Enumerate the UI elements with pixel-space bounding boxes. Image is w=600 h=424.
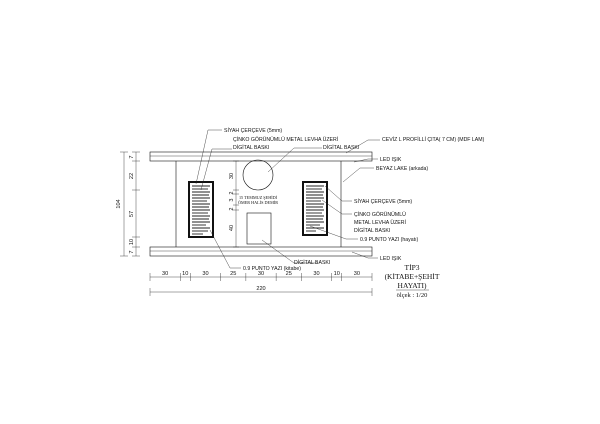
dim-bottom-4: 30 (257, 271, 265, 277)
dim-bottom-5: 25 (285, 271, 292, 277)
label-siyah-cerceve-right: SİYAH ÇERÇEVE (5mm) (354, 199, 413, 205)
scale-text: ölçek : 1/20 (396, 292, 428, 299)
title-line1: TİP3 (404, 263, 420, 272)
label-cinko-right-2: METAL LEVHA ÜZERİ (354, 220, 406, 226)
dim-left-2: 57 (129, 210, 135, 218)
label-led-top: LED IŞIK (380, 157, 402, 163)
label-ceviz: CEVİZ L PROFİLLİ ÇITA( 7 CM) (MDF LAM) (382, 137, 485, 143)
label-digital-baski-bottom: DİGİTAL BASKI (294, 260, 331, 266)
label-digital-baski-top: DİGİTAL BASKI (323, 145, 360, 151)
title-line3: HAYATI) (397, 281, 427, 290)
dim-bottom-6: 30 (313, 271, 320, 277)
label-beyaz-lake: BEYAZ LAKE (arkada) (376, 166, 429, 172)
label-cinko-top-2: DİGİTAL BASKI (233, 145, 270, 151)
dim-bottom-7: 10 (333, 271, 340, 277)
dim-bottom-2: 30 (202, 271, 209, 277)
dim-left-4: 7 (129, 250, 135, 254)
dim-left-0: 7 (129, 155, 135, 159)
dim-left-3: 10 (129, 238, 135, 246)
title-line2: (KİTABE+ŞEHİT (384, 272, 440, 281)
dim-total-width: 220 (256, 286, 266, 292)
label-cinko-right-3: DİGİTAL BASKI (354, 228, 391, 234)
dim-total-height: 104 (116, 199, 122, 209)
center-image-box (247, 213, 271, 244)
dim-bottom-1: 10 (182, 271, 189, 277)
label-punto-hayati: 0.9 PUNTO YAZI (hayatı) (360, 237, 419, 243)
dim-left-1: 22 (129, 172, 135, 180)
dim-bottom (150, 271, 372, 296)
label-cinko-right-1: ÇİNKO GÖRÜNÜMLÜ (354, 212, 406, 218)
top-shelf (150, 152, 372, 161)
portrait-circle (243, 160, 273, 190)
bottom-shelf (150, 247, 372, 256)
dim-center-0: 30 (229, 172, 235, 180)
dim-bottom-0: 30 (161, 271, 169, 277)
dim-center-2: 3 (229, 198, 235, 202)
dim-center-4: 40 (229, 224, 235, 232)
dim-center-1: 2 (229, 191, 235, 195)
title-block (385, 263, 440, 299)
dim-bottom-3: 25 (230, 271, 237, 277)
dim-bottom-8: 30 (353, 271, 361, 277)
center-name-line2: ÖMER HALİS DEMİR (237, 200, 279, 205)
label-siyah-cerceve-top: SİYAH ÇERÇEVE (5mm) (224, 128, 283, 134)
dim-center-3: 2 (229, 207, 235, 211)
center-name-line1: 15 TEMMUZ ŞEHİDİ (238, 195, 278, 200)
label-punto-kitabe: 0.9 PUNTO YAZI (kitabe) (243, 266, 301, 272)
label-cinko-top-1: ÇİNKO GÖRÜNÜMLÜ METAL LEVHA ÜZERİ (233, 137, 339, 143)
label-led-bottom: LED IŞIK (380, 256, 402, 262)
dim-left (116, 152, 140, 256)
